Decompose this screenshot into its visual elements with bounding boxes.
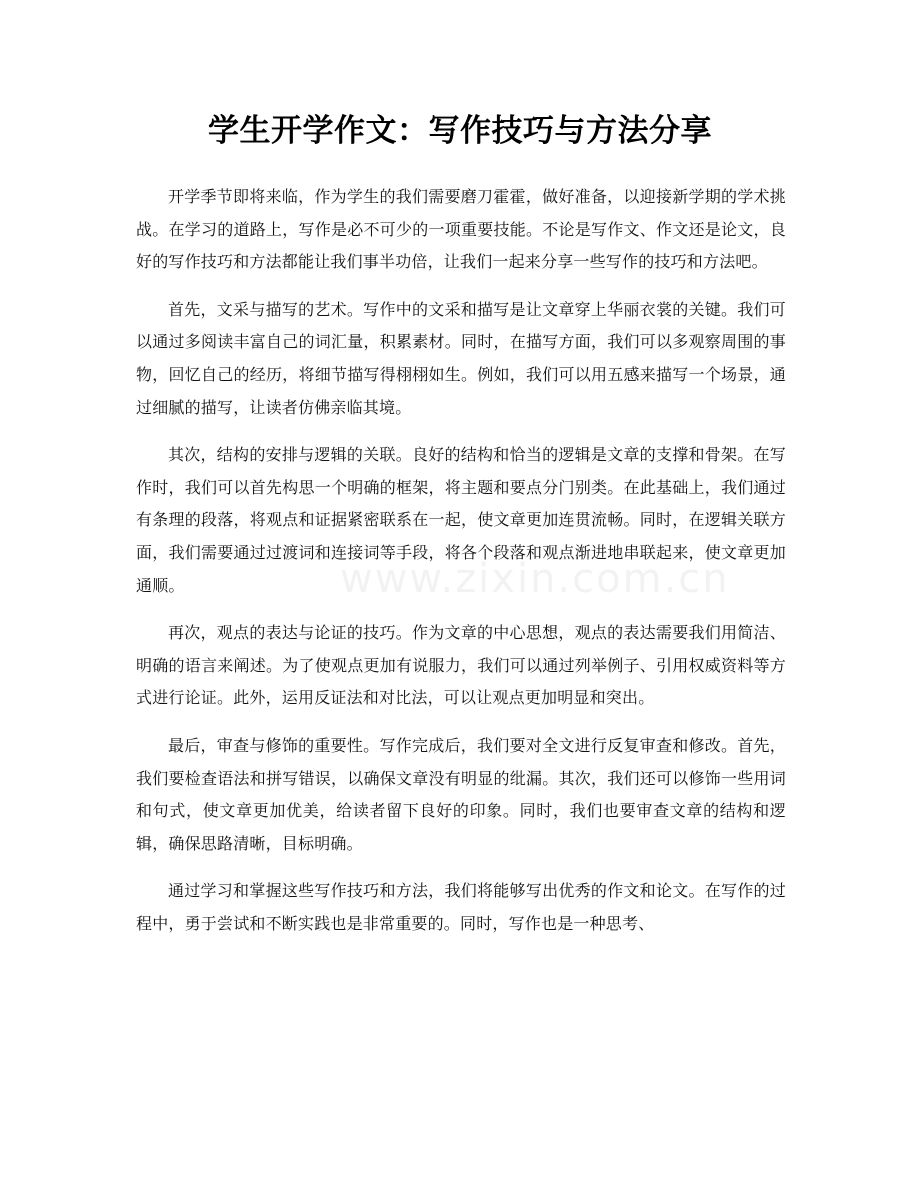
paragraph-description: 首先，文采与描写的艺术。写作中的文采和描写是让文章穿上华丽衣裳的关键。我们可以通过多阅读丰富自己的词汇量，积累素材。同时，在描写方面，我们可以多观察周围的事物，回忆自己的经历，将细节描写得栩栩如生。例如，我们可以用五感来描写一个场景，通过细腻的描写，让读者仿佛亲临其境。 bbox=[136, 299, 786, 417]
paragraph-conclusion: 通过学习和掌握这些写作技巧和方法，我们将能够写出优秀的作文和论文。在写作的过程中，勇于尝试和不断实践也是非常重要的。同时，写作也是一种思考、 bbox=[136, 881, 786, 933]
document-body bbox=[136, 181, 786, 955]
document-title: 学生开学作文：写作技巧与方法分享 bbox=[208, 113, 712, 149]
paragraph-argument: 再次，观点的表达与论证的技巧。作为文章的中心思想，观点的表达需要我们用简洁、明确的语言来阐述。为了使观点更加有说服力，我们可以通过列举例子、引用权威资料等方式进行论证。此外，运用反证法和对比法，可以让观点更加明显和突出。 bbox=[136, 623, 786, 708]
paragraph-structure: 其次，结构的安排与逻辑的关联。良好的结构和恰当的逻辑是文章的支撑和骨架。在写作时，我们可以首先构思一个明确的框架，将主题和要点分门别类。在此基础上，我们通过有条理的段落，将观点和证据紧密联系在一起，使文章更加连贯流畅。同时，在逻辑关联方面，我们需要通过过渡词和连接词等手段，将各个段落和观点渐进地串联起来，使文章更加通顺。 bbox=[136, 445, 786, 595]
paragraph-intro: 开学季节即将来临，作为学生的我们需要磨刀霍霍，做好准备，以迎接新学期的学术挑战。在学习的道路上，写作是必不可少的一项重要技能。不论是写作文、作文还是论文，良好的写作技巧和方法都能让我们事半功倍，让我们一起来分享一些写作的技巧和方法吧。 bbox=[136, 187, 786, 272]
paragraph-revision: 最后，审查与修饰的重要性。写作完成后，我们要对全文进行反复审查和修改。首先，我们要检查语法和拼写错误，以确保文章没有明显的纰漏。其次，我们还可以修饰一些用词和句式，使文章更加优美，给读者留下良好的印象。同时，我们也要审查文章的结构和逻辑，确保思路清晰，目标明确。 bbox=[136, 735, 786, 853]
watermark: www.zixin.com.cn bbox=[340, 556, 730, 602]
